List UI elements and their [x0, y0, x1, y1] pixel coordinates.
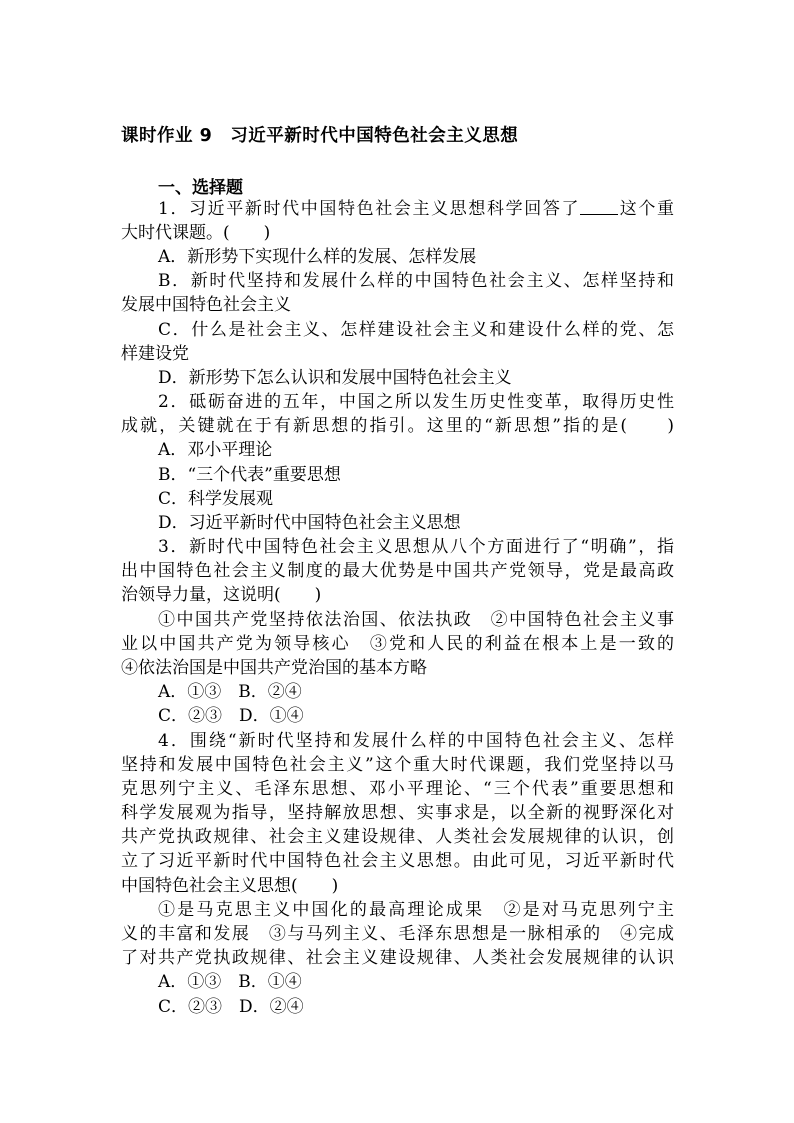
question-1-option-b-line-1: B．新时代坚持和发展什么样的中国特色社会主义、怎样坚持和: [158, 271, 674, 291]
question-4-stem-line-6: 立了习近平新时代中国特色社会主义思想。由此可见，习近平新时代: [121, 851, 674, 871]
question-2-stem-line-2: 成就，关键就在于有新思想的指引。这里的“新思想”指的是( ): [121, 416, 674, 436]
question-3-statements-line-3: ④依法治国是中国共产党治国的基本方略: [121, 658, 427, 678]
question-4-stem-line-1: 4．围绕“新时代坚持和发展什么样的中国特色社会主义、怎样: [158, 731, 674, 751]
question-1-option-c-line-2: 样建设党: [121, 344, 189, 364]
question-1-option-a: A．新形势下实现什么样的发展、怎样发展: [158, 247, 477, 267]
question-4-stem-line-4: 科学发展观为指导，坚持解放思想、实事求是，以全新的视野深化对: [121, 803, 674, 823]
question-1-stem-part-1: 1．习近平新时代中国特色社会主义思想科学回答了: [158, 199, 581, 219]
question-3-stem-line-2: 出中国特色社会主义制度的最大优势是中国共产党领导，党是最高政: [121, 561, 674, 581]
question-2-option-a: A．邓小平理论: [158, 440, 273, 460]
section-heading: 一、选择题: [158, 178, 243, 198]
question-4-statements-line-2: 义的丰富和发展 ③与马列主义、毛泽东思想是一脉相承的 ④完成: [121, 924, 674, 944]
question-4-stem-line-5: 共产党执政规律、社会主义建设规律、人类社会发展规律的认识，创: [121, 827, 674, 847]
question-4-statements-line-1: ①是马克思主义中国化的最高理论成果 ②是对马克思列宁主: [158, 900, 674, 920]
question-2-option-d: D．习近平新时代中国特色社会主义思想: [158, 513, 461, 533]
question-2-stem-line-1: 2．砥砺奋进的五年，中国之所以发生历史性变革，取得历史性: [158, 392, 674, 412]
page-title: 课时作业 9 习近平新时代中国特色社会主义思想: [121, 126, 519, 146]
question-4-stem-line-3: 克思列宁主义、毛泽东思想、邓小平理论、“三个代表”重要思想和: [121, 779, 674, 799]
question-3-statements-line-2: 业以中国共产党为领导核心 ③党和人民的利益在根本上是一致的: [121, 634, 674, 654]
question-1-stem-part-2: 这个重: [618, 199, 674, 219]
question-4-options-row-1: A．①③ B．①④: [158, 972, 302, 992]
question-4-statements-line-3: 了对共产党执政规律、社会主义建设规律、人类社会发展规律的认识: [121, 948, 674, 968]
question-3-options-row-1: A．①③ B．②④: [158, 682, 302, 702]
question-1-option-d: D．新形势下怎么认识和发展中国特色社会主义: [158, 368, 512, 388]
question-3-options-row-2: C．②③ D．①④: [158, 706, 304, 726]
question-1-stem-line-1: [158, 197, 674, 221]
question-3-statements-line-1: ①中国共产党坚持依法治国、依法执政 ②中国特色社会主义事: [158, 610, 674, 630]
question-2-option-b: B．“三个代表”重要思想: [158, 465, 341, 485]
question-1-option-b-line-2: 发展中国特色社会主义: [121, 295, 291, 315]
question-4-stem-line-2: 坚持和发展中国特色社会主义”这个重大时代课题，我们党坚持以马: [121, 755, 674, 775]
question-3-stem-line-3: 治领导力量，这说明( ): [121, 585, 322, 605]
question-4-options-row-2: C．②③ D．②④: [158, 997, 304, 1017]
question-4-stem-line-7: 中国特色社会主义思想( ): [121, 876, 339, 896]
answer-blank: [580, 197, 618, 215]
question-1-stem-line-2: 大时代课题。( ): [121, 223, 271, 243]
question-2-option-c: C．科学发展观: [158, 489, 274, 509]
question-1-option-c-line-1: C．什么是社会主义、怎样建设社会主义和建设什么样的党、怎: [158, 320, 674, 340]
question-3-stem-line-1: 3．新时代中国特色社会主义思想从八个方面进行了“明确”，指: [158, 537, 674, 557]
